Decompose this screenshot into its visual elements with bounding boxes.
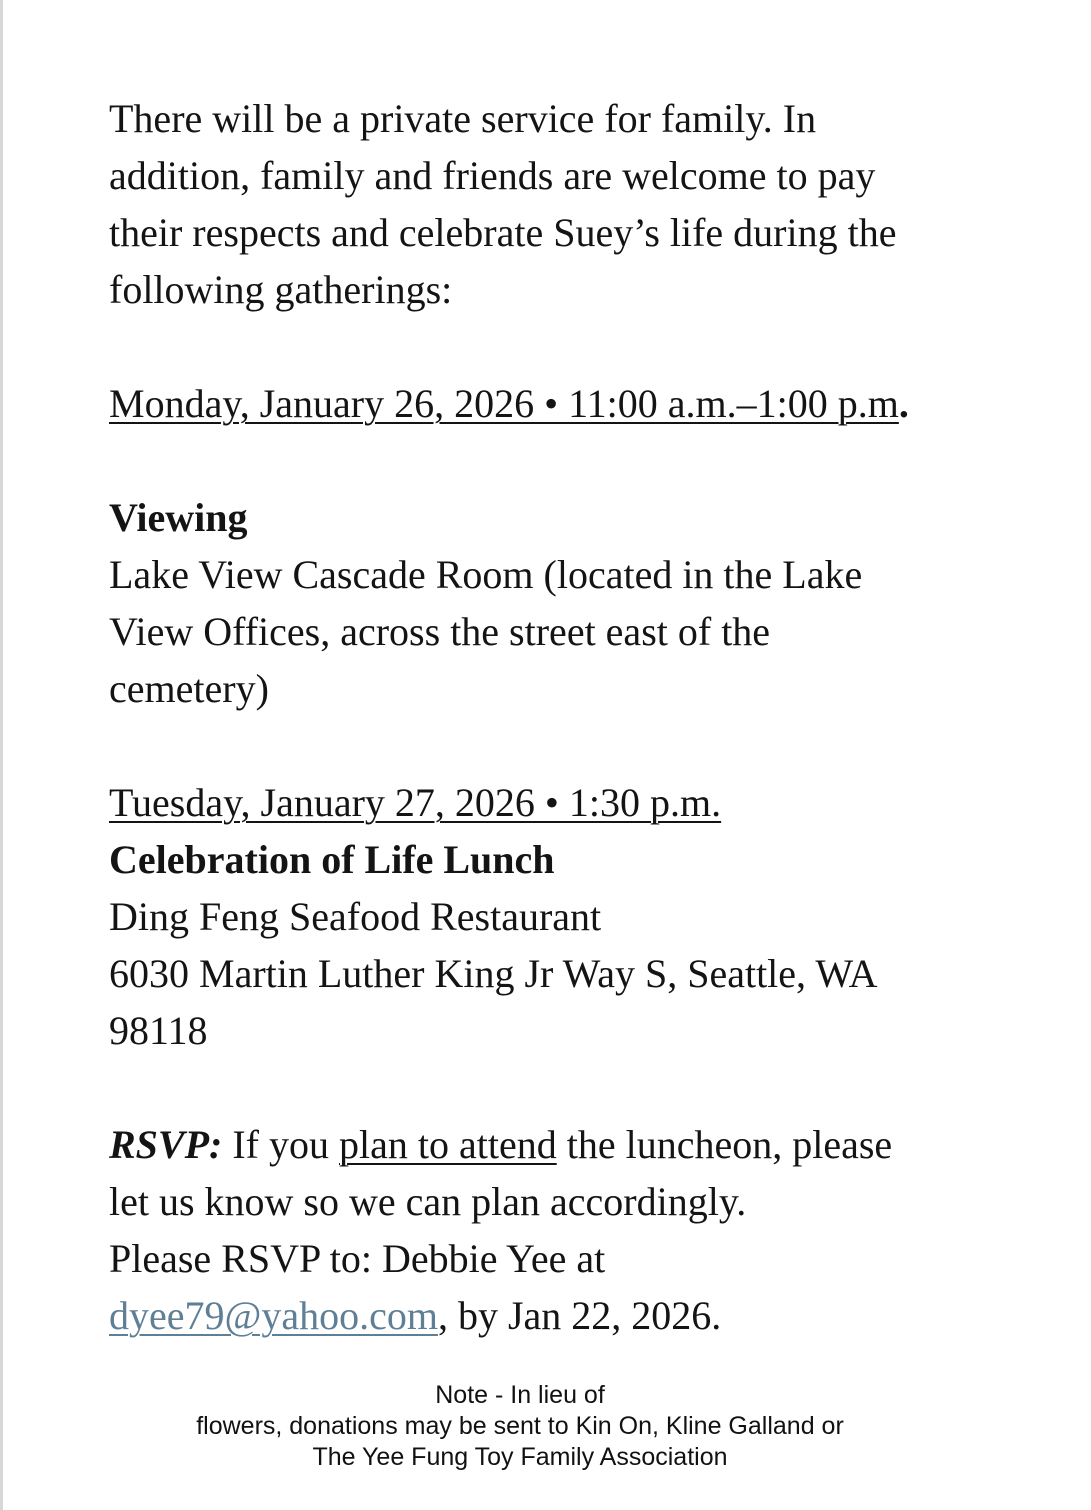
rsvp-emphasis: plan to attend — [339, 1122, 557, 1167]
announcement-body — [109, 90, 1009, 1344]
donation-note — [0, 1380, 1040, 1473]
viewing-location-line: View Offices, across the street east of the — [109, 609, 771, 654]
rsvp-label: RSVP: — [109, 1122, 223, 1167]
spacer — [109, 717, 1009, 774]
rsvp-email-link[interactable]: dyee79@yahoo.com — [109, 1293, 438, 1338]
rsvp-section — [109, 1116, 1009, 1344]
viewing-date-time — [109, 375, 1009, 432]
intro-line: following gatherings: — [109, 267, 453, 312]
lunch-venue: Ding Feng Seafood Restaurant — [109, 894, 602, 939]
lunch-date-text: Tuesday, January 27, 2026 • 1:30 p.m. — [109, 780, 722, 825]
rsvp-line: let us know so we can plan accordingly. — [109, 1179, 747, 1224]
rsvp-line — [109, 1116, 1009, 1173]
viewing-title: Viewing — [109, 495, 248, 540]
rsvp-line: Please RSVP to: Debbie Yee at — [109, 1236, 606, 1281]
spacer — [109, 432, 1009, 489]
rsvp-text: the luncheon, please — [556, 1122, 893, 1167]
viewing-date-text: Monday, January 26, 2026 • 11:00 a.m.–1:00 p.m — [109, 381, 899, 426]
rsvp-line — [109, 1287, 1009, 1344]
lunch-section — [109, 774, 1009, 1059]
lunch-address-line: 98118 — [109, 1008, 208, 1053]
note-line: flowers, donations may be sent to Kin On, Kline Galland or — [196, 1412, 844, 1440]
lunch-title: Celebration of Life Lunch — [109, 837, 555, 882]
lunch-date-time — [109, 774, 1009, 831]
note-line: The Yee Fung Toy Family Association — [312, 1443, 728, 1471]
rsvp-deadline: , by Jan 22, 2026. — [437, 1293, 722, 1338]
lunch-address-line: 6030 Martin Luther King Jr Way S, Seattle, WA — [109, 951, 878, 996]
intro-paragraph — [109, 90, 1009, 318]
viewing-location-line: Lake View Cascade Room (located in the Lake — [109, 552, 863, 597]
spacer — [109, 318, 1009, 375]
viewing-date-period: . — [898, 381, 909, 426]
intro-line: addition, family and friends are welcome to pay — [109, 153, 876, 198]
viewing-location-line: cemetery) — [109, 666, 269, 711]
note-line: Note - In lieu of — [435, 1381, 605, 1409]
intro-line: their respects and celebrate Suey’s life during the — [109, 210, 897, 255]
page-edge-divider — [0, 0, 3, 1510]
intro-line: There will be a private service for family. In — [109, 96, 817, 141]
rsvp-text: If you — [222, 1122, 339, 1167]
spacer — [109, 1059, 1009, 1116]
viewing-section — [109, 375, 1009, 717]
